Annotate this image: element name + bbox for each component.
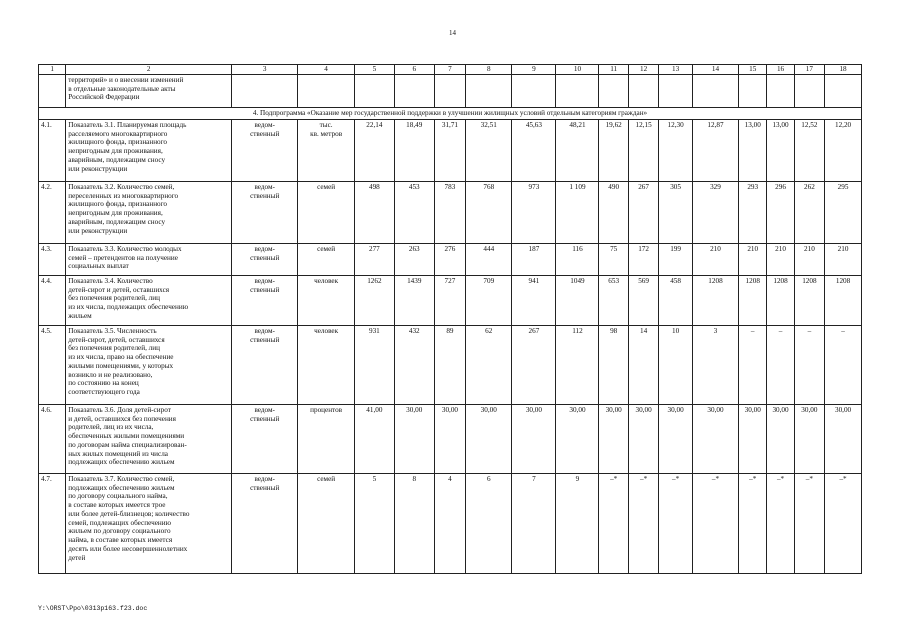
unit: процентов bbox=[298, 404, 355, 473]
value-cell: – bbox=[794, 325, 824, 404]
table-row bbox=[39, 325, 862, 404]
value-cell: 30,00 bbox=[767, 404, 794, 473]
value-cell: 941 bbox=[512, 275, 556, 325]
indicator-name: Показатель 3.5. Численность детей-сирот, детей, оставшихся без попечения родителей, лиц из их числа, право на обеспечение жилыми помещениями, у которых возникло и не реализовано, по состоянию на конец соответствующего года bbox=[66, 325, 232, 404]
value-cell: 62 bbox=[466, 325, 512, 404]
value-cell: 1 109 bbox=[556, 181, 599, 243]
value-cell: –* bbox=[825, 473, 862, 573]
value-cell: 262 bbox=[794, 181, 824, 243]
row-number: 4.5. bbox=[39, 325, 66, 404]
column-number: 11 bbox=[599, 65, 628, 75]
value-cell: 653 bbox=[599, 275, 628, 325]
value-cell: 490 bbox=[599, 181, 628, 243]
value-cell: 6 bbox=[466, 473, 512, 573]
unit: семей bbox=[298, 243, 355, 275]
column-number: 10 bbox=[556, 65, 599, 75]
indicator-name: Показатель 3.3. Количество молодых семей – претендентов на получение социальных выплат bbox=[66, 243, 232, 275]
value-cell: 13,00 bbox=[739, 119, 767, 181]
value-cell: 1208 bbox=[825, 275, 862, 325]
table-row bbox=[39, 404, 862, 473]
row-number: 4.3. bbox=[39, 243, 66, 275]
value-cell: 263 bbox=[394, 243, 434, 275]
value-cell: 30,00 bbox=[466, 404, 512, 473]
value-cell: 12,87 bbox=[692, 119, 738, 181]
value-cell: 19,62 bbox=[599, 119, 628, 181]
value-cell: –* bbox=[659, 473, 693, 573]
value-cell: 14 bbox=[628, 325, 658, 404]
value-cell: 277 bbox=[354, 243, 394, 275]
value-cell: 89 bbox=[434, 325, 465, 404]
value-cell: 41,00 bbox=[354, 404, 394, 473]
value-cell: 116 bbox=[556, 243, 599, 275]
value-cell: 453 bbox=[394, 181, 434, 243]
value-cell: 30,00 bbox=[434, 404, 465, 473]
value-cell: 172 bbox=[628, 243, 658, 275]
value-cell: 458 bbox=[659, 275, 693, 325]
value-cell: 9 bbox=[556, 473, 599, 573]
continuation-row bbox=[39, 74, 862, 107]
indicator-name: Показатель 3.1. Планируемая площадь расселяемого многоквартирного жилищного фонда, признанного непригодным для проживания, аварийным, подлежащим сносу или реконструкции bbox=[66, 119, 232, 181]
value-cell: –* bbox=[628, 473, 658, 573]
data-source: ведом- ственный bbox=[232, 181, 298, 243]
data-source: ведом- ственный bbox=[232, 119, 298, 181]
value-cell: 12,20 bbox=[825, 119, 862, 181]
value-cell: 48,21 bbox=[556, 119, 599, 181]
value-cell: 30,00 bbox=[739, 404, 767, 473]
value-cell: 32,51 bbox=[466, 119, 512, 181]
indicator-name: Показатель 3.7. Количество семей, подлежащих обеспечению жильем по договору социального найма, в составе которых имеется трое или более детей-близнецов; количество семей, подлежащих обеспечению жильем по договору социального найма, в составе которых имеется десять или более несовершеннолетних детей bbox=[66, 473, 232, 573]
value-cell: –* bbox=[692, 473, 738, 573]
value-cell: –* bbox=[794, 473, 824, 573]
column-number: 3 bbox=[232, 65, 298, 75]
value-cell: 13,00 bbox=[767, 119, 794, 181]
column-number: 18 bbox=[825, 65, 862, 75]
data-source: ведом- ственный bbox=[232, 473, 298, 573]
column-number: 6 bbox=[394, 65, 434, 75]
column-number: 14 bbox=[692, 65, 738, 75]
value-cell: 30,00 bbox=[556, 404, 599, 473]
column-number: 2 bbox=[66, 65, 232, 75]
column-number-row bbox=[39, 65, 862, 75]
value-cell: 30,00 bbox=[512, 404, 556, 473]
value-cell: 1208 bbox=[767, 275, 794, 325]
value-cell: 444 bbox=[466, 243, 512, 275]
value-cell: 30,00 bbox=[599, 404, 628, 473]
value-cell: 10 bbox=[659, 325, 693, 404]
row-number: 4.7. bbox=[39, 473, 66, 573]
table-row bbox=[39, 181, 862, 243]
value-cell: – bbox=[739, 325, 767, 404]
value-cell: 30,00 bbox=[394, 404, 434, 473]
value-cell: 783 bbox=[434, 181, 465, 243]
value-cell: 210 bbox=[692, 243, 738, 275]
indicator-name: Показатель 3.2. Количество семей, переселенных из многоквартирного жилищного фонда, признанного непригодным для проживания, аварийным, подлежащим сносу или реконструкции bbox=[66, 181, 232, 243]
value-cell: – bbox=[767, 325, 794, 404]
row-number: 4.2. bbox=[39, 181, 66, 243]
row-number: 4.6. bbox=[39, 404, 66, 473]
value-cell: 1208 bbox=[739, 275, 767, 325]
continuation-text: территорий» и о внесении изменений в отдельные законодательные акты Российской Федерации bbox=[66, 74, 232, 107]
value-cell: 98 bbox=[599, 325, 628, 404]
value-cell: 210 bbox=[825, 243, 862, 275]
column-number: 12 bbox=[628, 65, 658, 75]
value-cell: 12,30 bbox=[659, 119, 693, 181]
value-cell: –* bbox=[739, 473, 767, 573]
column-number: 7 bbox=[434, 65, 465, 75]
value-cell: 210 bbox=[739, 243, 767, 275]
indicator-table bbox=[38, 64, 862, 574]
value-cell: 12,52 bbox=[794, 119, 824, 181]
column-number: 13 bbox=[659, 65, 693, 75]
column-number: 9 bbox=[512, 65, 556, 75]
value-cell: 3 bbox=[692, 325, 738, 404]
value-cell: 293 bbox=[739, 181, 767, 243]
indicator-name: Показатель 3.4. Количество детей-сирот и детей, оставшихся без попечения родителей, лиц из их числа, подлежащих обеспечению жильем bbox=[66, 275, 232, 325]
row-number: 4.4. bbox=[39, 275, 66, 325]
value-cell: 12,15 bbox=[628, 119, 658, 181]
value-cell: – bbox=[825, 325, 862, 404]
value-cell: 45,63 bbox=[512, 119, 556, 181]
subprogram-row bbox=[39, 107, 862, 119]
row-number: 4.1. bbox=[39, 119, 66, 181]
value-cell: 1208 bbox=[692, 275, 738, 325]
column-number: 4 bbox=[298, 65, 355, 75]
data-source: ведом- ственный bbox=[232, 243, 298, 275]
value-cell: 30,00 bbox=[659, 404, 693, 473]
value-cell: 931 bbox=[354, 325, 394, 404]
value-cell: 210 bbox=[794, 243, 824, 275]
value-cell: 5 bbox=[354, 473, 394, 573]
unit: человек bbox=[298, 325, 355, 404]
value-cell: 8 bbox=[394, 473, 434, 573]
value-cell: 31,71 bbox=[434, 119, 465, 181]
unit: семей bbox=[298, 473, 355, 573]
table-row bbox=[39, 119, 862, 181]
table-row bbox=[39, 243, 862, 275]
data-source: ведом- ственный bbox=[232, 404, 298, 473]
column-number: 1 bbox=[39, 65, 66, 75]
indicator-name: Показатель 3.6. Доля детей-сирот и детей, оставшихся без попечения родителей, лиц из их числа, обеспеченных жилыми помещениями по договорам найма специализирован- ных жилых помещений из числа подлежащих обеспечению жильем bbox=[66, 404, 232, 473]
subprogram-title: 4. Подпрограмма «Оказание мер государственной поддержки в улучшении жилищных условий отдельным категориям граждан» bbox=[39, 107, 862, 119]
value-cell: 30,00 bbox=[825, 404, 862, 473]
value-cell: 1049 bbox=[556, 275, 599, 325]
value-cell: 305 bbox=[659, 181, 693, 243]
value-cell: 1262 bbox=[354, 275, 394, 325]
value-cell: 18,49 bbox=[394, 119, 434, 181]
value-cell: 709 bbox=[466, 275, 512, 325]
value-cell: 498 bbox=[354, 181, 394, 243]
value-cell: 296 bbox=[767, 181, 794, 243]
file-path-footer: Y:\ORST\Ppo\0313p163.f23.doc bbox=[38, 605, 148, 612]
value-cell: 569 bbox=[628, 275, 658, 325]
column-number: 17 bbox=[794, 65, 824, 75]
value-cell: 75 bbox=[599, 243, 628, 275]
value-cell: 30,00 bbox=[628, 404, 658, 473]
table-row bbox=[39, 275, 862, 325]
value-cell: 1208 bbox=[794, 275, 824, 325]
unit: семей bbox=[298, 181, 355, 243]
value-cell: 112 bbox=[556, 325, 599, 404]
value-cell: 4 bbox=[434, 473, 465, 573]
value-cell: 973 bbox=[512, 181, 556, 243]
page-number: 14 bbox=[449, 29, 456, 37]
value-cell: 267 bbox=[512, 325, 556, 404]
column-number: 8 bbox=[466, 65, 512, 75]
value-cell: 30,00 bbox=[692, 404, 738, 473]
table-row bbox=[39, 473, 862, 573]
value-cell: 187 bbox=[512, 243, 556, 275]
value-cell: –* bbox=[599, 473, 628, 573]
unit: человек bbox=[298, 275, 355, 325]
value-cell: 22,14 bbox=[354, 119, 394, 181]
value-cell: 267 bbox=[628, 181, 658, 243]
column-number: 5 bbox=[354, 65, 394, 75]
value-cell: 1439 bbox=[394, 275, 434, 325]
column-number: 16 bbox=[767, 65, 794, 75]
value-cell: 210 bbox=[767, 243, 794, 275]
value-cell: 30,00 bbox=[794, 404, 824, 473]
value-cell: 727 bbox=[434, 275, 465, 325]
unit: тыс. кв. метров bbox=[298, 119, 355, 181]
value-cell: 768 bbox=[466, 181, 512, 243]
value-cell: 432 bbox=[394, 325, 434, 404]
value-cell: 295 bbox=[825, 181, 862, 243]
data-source: ведом- ственный bbox=[232, 275, 298, 325]
value-cell: 199 bbox=[659, 243, 693, 275]
value-cell: 329 bbox=[692, 181, 738, 243]
column-number: 15 bbox=[739, 65, 767, 75]
data-source: ведом- ственный bbox=[232, 325, 298, 404]
value-cell: –* bbox=[767, 473, 794, 573]
value-cell: 276 bbox=[434, 243, 465, 275]
value-cell: 7 bbox=[512, 473, 556, 573]
